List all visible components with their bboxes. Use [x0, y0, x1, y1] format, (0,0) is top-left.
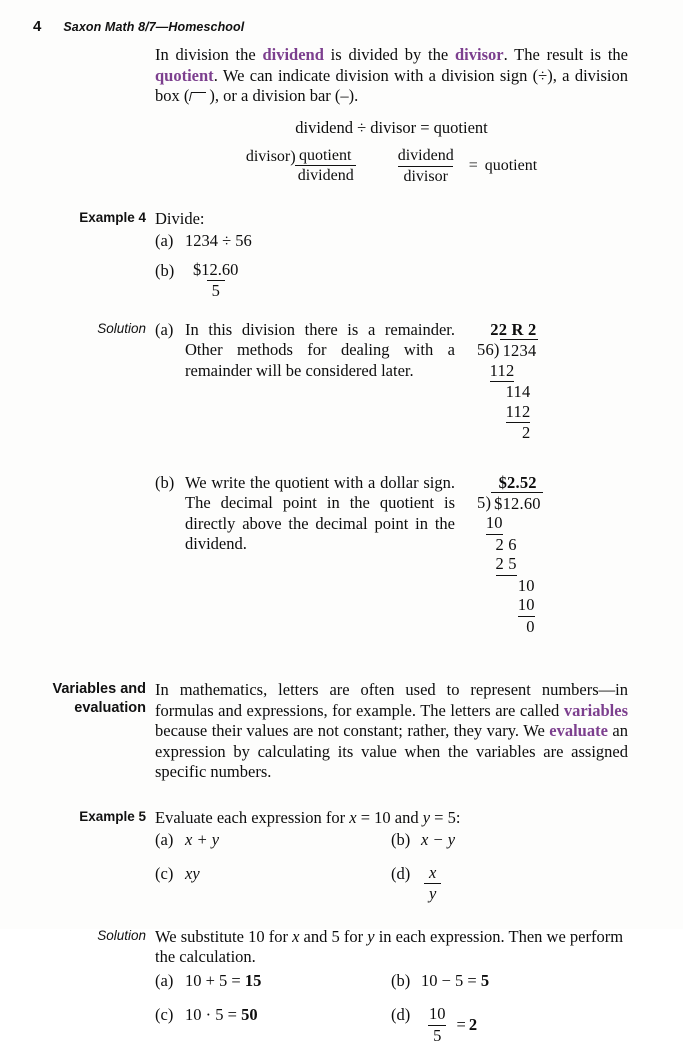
- solution-5-answers-row-1: [155, 971, 628, 992]
- work-b-step-2: 2 6: [495, 534, 517, 554]
- term-divisor: divisor: [454, 45, 504, 64]
- solution-5-answer-c-value: 50: [241, 1005, 258, 1025]
- fraction-form: [390, 147, 537, 186]
- solution-5-answer-a-tag: (a): [155, 970, 174, 990]
- solution-5-answer-d-fraction: [424, 1005, 451, 1045]
- solution-5-answer-a: [155, 971, 391, 992]
- division-box-icon: [189, 90, 209, 102]
- variables-section-paragraph: [155, 680, 628, 783]
- solution-5-answer-a-lhs: 10 + 5 =: [185, 970, 245, 990]
- work-a-remainder: 2: [521, 423, 531, 443]
- long-division-word-form: [246, 147, 356, 186]
- work-a-hook-icon: ): [493, 340, 500, 360]
- example-5-fraction: [424, 864, 441, 904]
- example-5-item-d-tag: (d): [391, 863, 411, 883]
- work-a-remainder-row: [477, 423, 538, 442]
- solution-5-answer-d-equals: =: [456, 1014, 466, 1034]
- solution-5-answers-row-2: [155, 1005, 628, 1045]
- example-5-variable-y: y: [422, 807, 431, 827]
- solution-5-answer-c: [155, 1005, 391, 1026]
- solution-5-answer-a-value: 15: [244, 970, 262, 990]
- fraction-denominator: divisor: [398, 166, 452, 186]
- work-a-quotient: 22 R 2: [490, 319, 537, 339]
- solution-4-part-a-text-col: [155, 320, 455, 382]
- solution-5-answer-c-lhs: 10 · 5 =: [185, 1005, 242, 1025]
- work-a-step-2-row: [477, 382, 538, 401]
- variables-section-label-line-2: evaluation: [74, 700, 146, 717]
- term-quotient: quotient: [155, 65, 214, 85]
- long-division-hook-icon: ): [290, 146, 296, 166]
- example-5-items-row-1: [155, 830, 628, 851]
- example-4-item-a-tag: (a): [155, 231, 174, 251]
- solution-5-variable-x: x: [292, 926, 300, 946]
- solution-5-content: [155, 927, 683, 1045]
- work-b-quotient: $2.52: [498, 472, 537, 492]
- variables-section-label-line-1: Variables and: [52, 681, 146, 698]
- solution-4-part-a: [155, 320, 663, 443]
- work-b-hook-icon: ): [485, 493, 492, 513]
- variables-text-3: an expression by calculating its value when the variables are assigned specific numbers.: [155, 721, 628, 782]
- example-5-variable-x: x: [349, 807, 357, 827]
- example-5-item-a: [155, 830, 391, 851]
- example-4-gutter: [0, 209, 155, 227]
- work-a-dividend-row: [477, 339, 538, 360]
- example-5-item-b: [391, 830, 627, 851]
- work-a-step-3-row: [477, 402, 538, 423]
- solution-4-part-a-tag: (a): [155, 319, 174, 339]
- solution-5-answer-a-expr: [185, 971, 391, 992]
- work-b-step-3-row: [477, 554, 543, 575]
- solution-4-part-b-text-col: [155, 473, 455, 555]
- solution-5-text-3: in each expression. Then we perform the calculation.: [155, 926, 624, 967]
- example-5-label: Example 5: [79, 808, 146, 824]
- solution-5-answer-d-denominator: 5: [428, 1025, 446, 1045]
- solution-5-text-2: and 5 for: [299, 926, 368, 946]
- intro-text-1: In division the: [155, 45, 263, 64]
- solution-5-answer-b-expr: [421, 971, 627, 992]
- intro-text-4: . We can indicate division with a division sign (÷), a division box (: [155, 65, 628, 105]
- work-b-step-5: 10: [518, 595, 535, 616]
- variables-section-row: [0, 680, 683, 783]
- solution-5-answer-d-cell: [391, 1005, 627, 1045]
- solution-4-row: [0, 320, 683, 637]
- long-division-work-b: [477, 473, 543, 637]
- term-evaluate: evaluate: [549, 721, 608, 741]
- solution-5-text-1: We substitute 10 for: [155, 926, 293, 946]
- solution-5-label: Solution: [97, 927, 146, 943]
- solution-5-variable-y: y: [367, 926, 375, 946]
- intro-content: [155, 45, 683, 186]
- example-5-items-row-2: [155, 864, 628, 904]
- example-5-item-a-cell: [155, 830, 391, 851]
- long-division-dividend: dividend: [295, 165, 356, 185]
- example-5-fraction-denominator: y: [424, 883, 441, 903]
- solution-4-part-b: [155, 473, 663, 637]
- example-5-fraction-numerator: x: [429, 862, 437, 882]
- solution-5-answer-b: [391, 971, 627, 992]
- solution-4-part-a-work-col: [455, 320, 663, 443]
- intro-text-3: . The result is the: [503, 45, 628, 64]
- running-head: [33, 18, 244, 35]
- example-5-gutter: [0, 808, 155, 826]
- work-a-divisor: 56: [477, 340, 494, 360]
- work-b-dividend: $12.60: [491, 492, 543, 513]
- page-body: [0, 45, 683, 1045]
- example-4-row: [0, 209, 683, 301]
- work-a-step-1-row: [477, 361, 538, 382]
- work-b-step-3: 2 5: [496, 554, 517, 575]
- work-a-step-2: 114: [505, 382, 531, 402]
- example-5-item-c-expr: xy: [185, 863, 200, 883]
- work-b-step-2-row: [477, 535, 543, 554]
- example-4-item-b: [155, 261, 628, 301]
- intro-text-5: ), or a division bar (–).: [209, 86, 359, 105]
- example-5-item-d-expr: [421, 864, 627, 904]
- long-division-work-a: [477, 320, 538, 443]
- example-5-prompt-text-3: = 5:: [430, 807, 461, 827]
- fraction-equals: =: [468, 157, 478, 175]
- example-5-item-d-cell: [391, 864, 627, 904]
- example-5-prompt-text-2: = 10 and: [356, 807, 423, 827]
- example-4-fraction-denominator: 5: [207, 280, 225, 300]
- example-5-item-d: [391, 864, 627, 904]
- variables-section-gutter: [0, 680, 155, 718]
- long-division-stack: [295, 147, 356, 186]
- work-b-dividend-row: [477, 492, 543, 513]
- intro-text-2: is divided by the: [323, 45, 455, 64]
- example-4-item-a-expr: 1234 ÷ 56: [185, 231, 252, 251]
- work-b-step-4-row: [477, 576, 543, 595]
- work-b-step-1-row: [477, 513, 543, 534]
- work-b-divisor: 5: [477, 493, 486, 513]
- work-b-step-4: 10: [517, 575, 535, 595]
- work-a-step-1: 112: [490, 361, 515, 382]
- example-5-prompt-text-1: Evaluate each expression for: [155, 807, 350, 827]
- solution-5-answer-d-expr: [421, 1005, 627, 1045]
- work-a-dividend: 1234: [500, 339, 539, 360]
- solution-5-answer-c-expr: [185, 1005, 391, 1026]
- solution-4-part-a-text: In this division there is a remainder. Other methods for dealing with a remainder will be considered later.: [185, 319, 455, 380]
- example-5-item-c-tag: (c): [155, 863, 174, 883]
- example-4-fraction: [188, 261, 243, 301]
- solution-5-text: [155, 927, 628, 968]
- page-number: 4: [33, 18, 42, 35]
- example-4-label: Example 4: [79, 209, 146, 225]
- intro-row: [0, 45, 683, 186]
- solution-4-part-b-work-col: [455, 473, 663, 637]
- example-5-prompt: [155, 808, 628, 829]
- example-5-row: [0, 808, 683, 904]
- solution-5-answer-a-cell: [155, 971, 391, 992]
- solution-4-part-b-item: [155, 473, 455, 555]
- solution-4-gutter: [0, 320, 155, 338]
- solution-4-content: [155, 320, 683, 637]
- book-title: Saxon Math 8/7—Homeschool: [63, 20, 245, 34]
- variables-text-1: In mathematics, letters are often used to represent numbers—in formulas and expressions, for example. The letters are called: [155, 680, 628, 720]
- solution-5-answer-d-value: 2: [468, 1014, 478, 1034]
- example-4-fraction-numerator: $12.60: [193, 259, 239, 279]
- fraction-result: quotient: [484, 157, 538, 175]
- example-5-item-b-cell: [391, 830, 627, 851]
- solution-5-answer-b-cell: [391, 971, 627, 992]
- long-division-quotient: quotient: [298, 146, 352, 164]
- example-5-item-b-expr: x − y: [421, 830, 456, 850]
- variables-section-content: [155, 680, 683, 783]
- work-b-step-5-row: [477, 595, 543, 616]
- fraction-dividend-divisor: [393, 147, 459, 186]
- long-division-divisor: divisor: [245, 147, 291, 165]
- work-b-remainder: 0: [526, 616, 535, 636]
- term-dividend: dividend: [262, 45, 324, 64]
- example-4-content: [155, 209, 683, 301]
- solution-5-row: [0, 927, 683, 1045]
- example-4-prompt: Divide:: [155, 208, 205, 228]
- solution-4-part-a-item: [155, 320, 455, 382]
- solution-5-answer-d-numerator: 10: [429, 1004, 446, 1024]
- variables-text-2: because their values are not constant; rather, they vary. We: [155, 721, 550, 741]
- solution-5-gutter: [0, 927, 155, 945]
- fraction-numerator: dividend: [397, 146, 454, 164]
- solution-5-answer-c-tag: (c): [155, 1005, 174, 1025]
- solution-5-answer-b-value: 5: [480, 970, 490, 990]
- intro-paragraph: [155, 45, 628, 107]
- solution-5-answer-b-lhs: 10 − 5 =: [421, 970, 481, 990]
- solution-4-part-b-text: We write the quotient with a dollar sign. The decimal point in the quotient is directly above the decimal point in the dividend.: [185, 472, 455, 554]
- term-variables: variables: [563, 700, 628, 720]
- solution-4-label: Solution: [97, 320, 146, 336]
- example-5-item-c: [155, 864, 391, 885]
- solution-5-answer-d: [391, 1005, 627, 1045]
- solution-5-answer-b-tag: (b): [391, 970, 411, 990]
- solution-4-part-b-tag: (b): [155, 472, 175, 492]
- equation-division-sign: dividend ÷ divisor = quotient: [295, 117, 488, 137]
- solution-5-answer-c-cell: [155, 1005, 391, 1026]
- example-5-item-a-expr: x + y: [185, 830, 220, 850]
- example-4-item-a: [155, 231, 628, 252]
- example-5-item-a-tag: (a): [155, 830, 174, 850]
- work-a-step-3: 112: [506, 402, 531, 423]
- equation-forms-row: [155, 147, 628, 186]
- example-4-item-b-tag: (b): [155, 260, 175, 280]
- example-5-item-b-tag: (b): [391, 830, 411, 850]
- solution-5-answer-d-tag: (d): [391, 1005, 411, 1025]
- work-b-step-1: 10: [486, 513, 503, 534]
- example-5-content: [155, 808, 683, 904]
- work-b-remainder-row: [477, 617, 543, 636]
- example-4-item-b-expr: [185, 261, 628, 301]
- example-5-item-c-cell: [155, 864, 391, 885]
